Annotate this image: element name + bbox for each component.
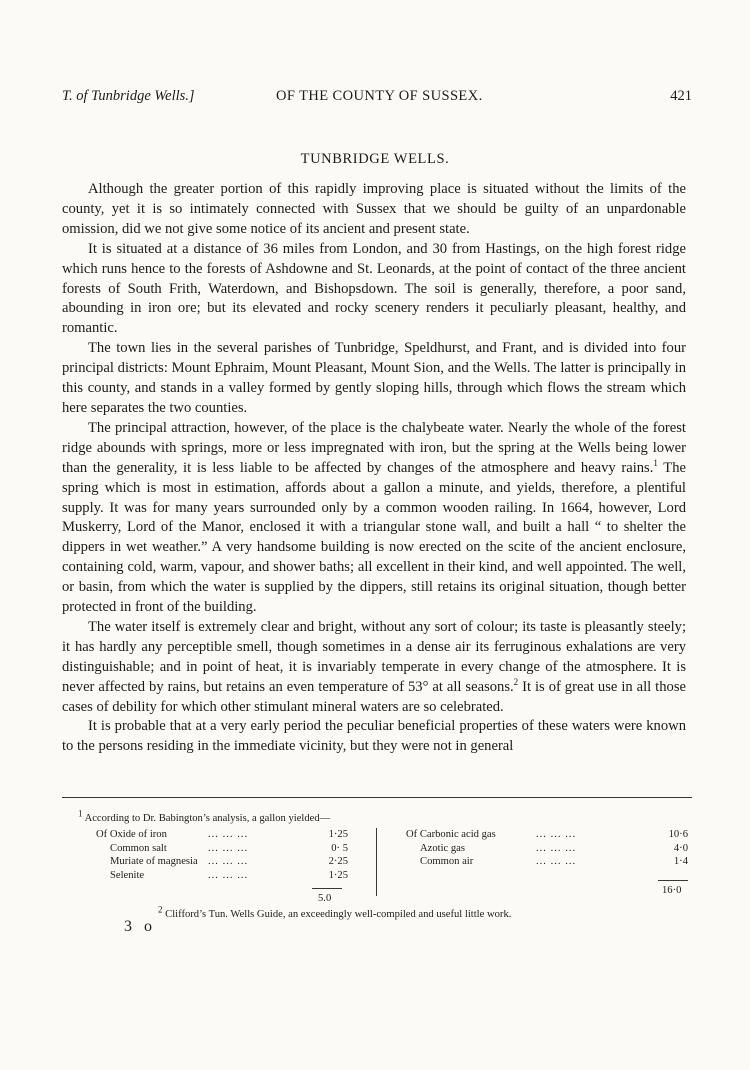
analysis-row <box>96 869 376 883</box>
analysis-value: 1·25 <box>328 829 348 840</box>
analysis-row <box>406 855 688 869</box>
paragraph: It is situated at a distance of 36 miles from London, and 30 from Hastings, on the high forest ridge which runs hence to the forests of Ashdowne and St. Leonards, at the point of contact of the three ancient forests of South Frith, Waterdown, and Bishopsdown. The soil is generally, therefore, a poor sand, abounding in iron ore; but its elevated and rocky scenery renders it peculiarly pleasant, healthy, and romantic. <box>62 240 686 337</box>
analysis-left-column <box>96 828 376 904</box>
analysis-row <box>96 855 376 869</box>
body-text <box>62 180 686 757</box>
analysis-label: Common salt <box>110 842 167 854</box>
analysis-label: Azotic gas <box>420 842 466 854</box>
analysis-label: Selenite <box>110 869 145 881</box>
analysis-value: 1·4 <box>673 856 688 868</box>
paragraph: Although the greater portion of this rapidly improving place is situated without the limits of the county, yet it is so intimately connected with Sussex that we should be guilty of an unpardonable omission, did we not give some notice of its ancient and present state. <box>62 181 686 237</box>
leader-dots: ... ... ... <box>536 842 577 854</box>
footnote-ref: 1 <box>653 457 658 468</box>
paragraph-text: It is of great use in all those cases of debility for which other stimulant mineral waters are so celebrated. <box>62 678 686 715</box>
section-title: TUNBRIDGE WELLS. <box>300 151 450 167</box>
paragraph: The town lies in the several parishes of Tunbridge, Speldhurst, and Frant, and is divided into four principal districts: Mount Ephraim, Mount Pleasant, Mount Sion, and the Wells. The latter is principally in this county, and stands in a valley formed by gently sloping hills, through which flows the stream which here separates the two counties. <box>62 340 686 416</box>
analysis-row <box>406 842 688 856</box>
paragraph-text: The spring which is most in estimation, affords about a gallon a minute, and yields, therefore, a plentiful supply. It was for many years surrounded only by a common wooden railing. In 1664, however, Lord Muskerry, Lord of the Manor, enclosed it with a triangular stone wall, and built a hall “ to shelter the dippers in wet weather.” A very handsome building is now erected on the scite of the ancient enclosure, containing cold, warm, vapour, and shower baths; all excellent in their kind, and well appointed. The well, or basin, from which the water is supplied by the dippers, still retains its original situation, though better protected in front of the building. <box>62 459 686 616</box>
analysis-row <box>96 828 376 842</box>
analysis-total: 16·0 <box>662 885 682 896</box>
analysis-value: 2·25 <box>328 856 348 868</box>
leader-dots: ... ... ... <box>536 829 577 840</box>
leader-dots: ... ... ... <box>208 869 249 881</box>
leader-dots: ... ... ... <box>208 842 249 854</box>
sum-rule <box>312 888 342 889</box>
running-header-left: T. of Tunbridge Wells.] <box>62 88 195 104</box>
page-number: 421 <box>670 88 692 104</box>
paragraph-text: The principal attraction, however, of the place is the chalybeate water. Nearly the whole of the forest ridge abounds with springs, more or less impregnated with iron, but the spring at the Wells being lower than the generality, it is less liable to be affected by changes of the atmosphere and heavy rains. <box>62 419 686 476</box>
leader-dots: ... ... ... <box>208 856 249 868</box>
analysis-label: Of Oxide of iron <box>96 829 167 840</box>
footnote-1-intro <box>78 808 708 826</box>
analysis-row <box>96 842 376 856</box>
footnote-text: According to Dr. Babington’s analysis, a gallon yielded— <box>84 813 331 824</box>
leader-dots: ... ... ... <box>536 856 577 868</box>
footnote-rule <box>62 797 692 798</box>
analysis-label: Common air <box>420 856 474 868</box>
analysis-value: 0· 5 <box>331 842 348 854</box>
analysis-value: 4·0 <box>673 842 688 854</box>
footnote-ref: 2 <box>513 676 519 687</box>
paragraph <box>62 419 686 618</box>
analysis-value: 1·25 <box>328 869 348 881</box>
signature-mark: 3 o <box>124 918 156 935</box>
paragraph: It is probable that at a very early period the peculiar beneficial properties of these waters were known to the persons residing in the immediate vicinity, but they were not in general <box>62 718 686 755</box>
analysis-total: 5.0 <box>318 893 332 904</box>
column-divider <box>376 828 377 896</box>
running-header-title: OF THE COUNTY OF SUSSEX. <box>276 88 483 104</box>
analysis-value: 10·6 <box>668 829 688 840</box>
footnote-text: Clifford’s Tun. Wells Guide, an exceedingly well-compiled and useful little work. <box>165 909 512 920</box>
running-header <box>62 88 692 110</box>
footnote-mark: 1 <box>78 808 83 819</box>
analysis-row <box>406 828 688 842</box>
leader-dots: ... ... ... <box>208 829 249 840</box>
analysis-label: Of Carbonic acid gas <box>406 829 496 840</box>
footnote-mark: 2 <box>158 904 163 915</box>
sum-rule <box>658 880 688 881</box>
analysis-right-column <box>406 828 688 896</box>
paragraph <box>62 618 686 718</box>
paragraph-text: The water itself is extremely clear and bright, without any sort of colour; its taste is pleasantly steely; it has hardly any perceptible smell, though sometimes in a dense air its ferruginous exhalations are very distinguishable; and in point of heat, it is invariably temperate in every change of the atmosphere. It is never affected by rains, but retains an even temperature of 53° at all seasons. <box>62 618 686 695</box>
footnote-2 <box>158 904 678 922</box>
analysis-label: Muriate of magnesia <box>110 856 198 868</box>
